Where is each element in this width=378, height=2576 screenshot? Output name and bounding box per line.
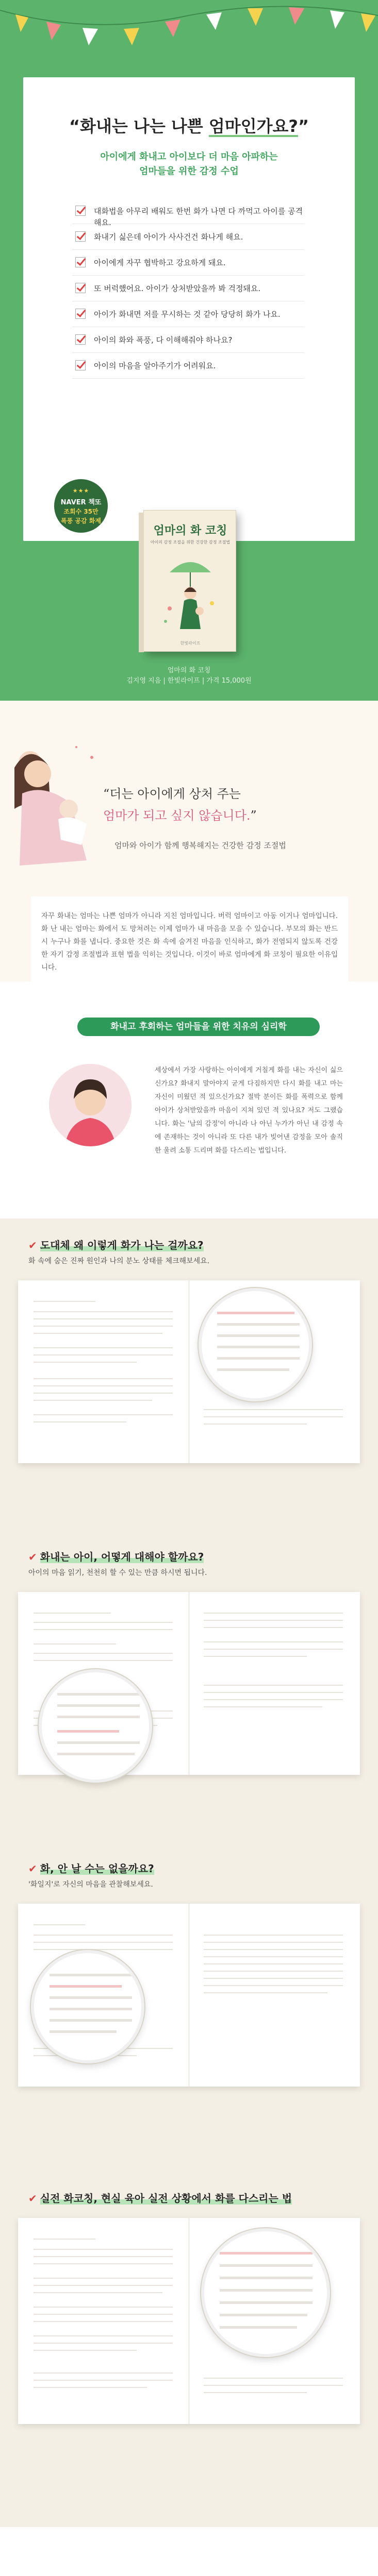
text-line: [34, 2285, 173, 2286]
text-line: [34, 2314, 173, 2315]
text-line: [204, 1956, 343, 1957]
book-subtitle: 아이의 감정 조절을 위한 건강한 감정 조절법: [150, 540, 231, 545]
text-line: [34, 2263, 173, 2264]
text-line: [204, 1963, 343, 1964]
text-line: [34, 2256, 173, 2257]
text-line: [34, 2335, 173, 2336]
author-portrait-icon: [49, 1064, 132, 1146]
title-part: “화내는 나는 나쁜: [69, 116, 209, 136]
section-heading-text: 실전 화코칭, 현실 육아 실전 상황에서 화를 다스리는 법: [40, 2192, 292, 2205]
text-line: [57, 1716, 140, 1718]
section-heading-text: 도대체 왜 이렇게 화가 나는 걸까요?: [40, 1239, 204, 1251]
text-line: [204, 1656, 307, 1657]
text-line: [204, 1641, 343, 1642]
text-line: [204, 2392, 307, 2393]
highlight-line: [220, 2252, 313, 2255]
text-line: [204, 1985, 343, 1986]
text-line: [34, 1378, 173, 1379]
text-line: [34, 1354, 173, 1355]
check-icon: ✔: [28, 2192, 37, 2205]
checklist-item: [72, 224, 304, 250]
text-line: [34, 2292, 162, 2293]
text-line: [57, 1693, 140, 1696]
text-line: [34, 1622, 173, 1623]
text-line: [217, 1368, 289, 1371]
checkbox-checked-icon: [75, 206, 86, 216]
book-info-title: 엄마의 화 코칭: [167, 667, 211, 674]
text-line: [34, 1643, 116, 1645]
intro-subtitle-1: 아이에게 화내고 아이보다 더 마음 아파하는: [100, 151, 278, 162]
text-line: [220, 2277, 313, 2279]
star-icons: ★★★: [72, 487, 90, 494]
content-section-1: [0, 1218, 378, 1530]
badge-line-1: NAVER 책또: [60, 499, 102, 506]
text-line: [204, 1649, 343, 1650]
text-line: [204, 1978, 343, 1979]
text-line: [34, 1385, 173, 1386]
text-line: [34, 1347, 173, 1348]
text-line: [34, 1421, 126, 1422]
text-line: [217, 1357, 300, 1360]
section-heading: [28, 1237, 204, 1252]
content-section-2: [0, 1530, 378, 1842]
text-line: [204, 1935, 343, 1936]
highlight-line: [57, 1730, 119, 1733]
text-line: [34, 1924, 85, 1925]
text-line: [34, 2239, 95, 2240]
intro-card: [23, 77, 355, 541]
magnifier-callout: [31, 1950, 144, 2063]
section-heading: [28, 1860, 154, 1875]
bunting-decoration: [0, 0, 378, 77]
text-line: [34, 1301, 95, 1302]
checklist-item: [72, 250, 304, 276]
text-line: [34, 2321, 173, 2322]
section-description: 화 속에 숨은 진짜 원인과 나의 분노 상태를 체크해보세요.: [28, 1257, 210, 1265]
text-line: [34, 2249, 173, 2250]
text-line: [34, 1653, 173, 1654]
text-line: [34, 1613, 111, 1614]
text-line: [34, 1942, 173, 1943]
content-section-3: [0, 1842, 378, 2172]
book-cover: [143, 510, 236, 652]
section-description: '화일지'로 자신의 마음을 관찰해보세요.: [28, 1880, 153, 1889]
section-heading-text: 화내는 아이, 어떻게 대해야 할까요?: [40, 1551, 204, 1563]
text-line: [204, 1949, 343, 1950]
section-heading: [28, 1549, 204, 1564]
section-description: 아이의 마음 읽기, 천천히 할 수 있는 만큼 하시면 됩니다.: [28, 1569, 207, 1577]
check-icon: ✔: [28, 1239, 37, 1251]
quote-subtitle: 엄마와 아이가 함께 행복해지는 건강한 감정 조절법: [114, 841, 286, 850]
text-line: [34, 1414, 173, 1415]
text-line: [220, 2289, 313, 2292]
text-line: [217, 1323, 300, 1326]
text-line: [34, 2350, 137, 2351]
highlight-line: [50, 1985, 122, 1988]
checklist-text: 또 버럭했어요. 아이가 상처받았을까 봐 걱정돼요.: [94, 284, 261, 293]
check-icon: ✔: [28, 1551, 37, 1563]
text-line: [34, 2387, 147, 2388]
text-line: [204, 1685, 343, 1686]
checkbox-checked-icon: [75, 360, 86, 370]
author-heading: 화내고 후회하는 엄마들을 위한 치유의 심리학: [77, 1018, 320, 1036]
magnifier-callout: [39, 1669, 152, 1783]
quote-end: ”: [250, 808, 257, 823]
text-line: [34, 1660, 173, 1661]
author-description: 세상에서 가장 사랑하는 아이에게 거칠게 화를 내는 자신이 싫으신가요? 화내지 말아야지 굳게 다짐하지만 다시 화를 내고 마는 자신이 미웠던 적 있으신가요? 절박 분이든 화를 폭력으로 함께 아이가 상처받았을까 마음이 지쳐 있던 적 있나요? 저도 그랬습니다. 화는 '남의 감정'이 아니라 나 아닌 누가가 아닌 내 감정 속에 존재하는 것이 아니라 또 다른 내가 빚어낸 감정을 모아 솔직한 울려 소통 드리며 화를 다스리는 법입니다.: [155, 1066, 343, 1155]
text-line: [34, 2380, 173, 2381]
text-line: [34, 1935, 173, 1936]
text-line: [34, 1326, 173, 1327]
mother-holding-baby-illustration: [9, 737, 107, 902]
section-heading-text: 화, 안 날 수는 없을까요?: [40, 1862, 154, 1875]
author-section: [0, 981, 378, 1218]
checkbox-checked-icon: [75, 283, 86, 293]
checklist-item: [72, 301, 304, 327]
text-line: [34, 1318, 173, 1319]
text-line: [57, 1704, 140, 1707]
checklist-text: 화내기 싫은데 아이가 사사건건 화나게 해요.: [94, 232, 243, 242]
text-line: [34, 1393, 173, 1394]
text-line: [204, 2385, 343, 2386]
text-line: [34, 2307, 173, 2308]
intro-section: [0, 0, 378, 701]
text-line: [204, 1620, 343, 1621]
spread-gutter: [188, 1592, 190, 1775]
text-line: [204, 1423, 307, 1425]
text-line: [50, 1974, 132, 1976]
author-photo: [49, 1064, 132, 1146]
checklist-text: 아이의 마음을 알아주기가 어려워요.: [94, 361, 216, 370]
spread-gutter: [188, 1904, 190, 2087]
checklist-item: [72, 327, 304, 353]
check-icon: ✔: [28, 1862, 37, 1875]
text-line: [34, 1311, 173, 1312]
text-line: [204, 1692, 343, 1693]
checkbox-checked-icon: [75, 231, 86, 242]
highlight-line: [217, 1312, 294, 1314]
text-line: [34, 1400, 152, 1401]
text-line: [50, 2019, 132, 2022]
text-line: [50, 1996, 132, 1999]
magnifier-callout: [201, 2228, 330, 2357]
text-line: [204, 1627, 343, 1628]
checklist-item: [72, 198, 304, 227]
spread-gutter: [188, 1280, 190, 1463]
intro-title: [23, 113, 355, 137]
title-underlined: 엄마인가요?: [208, 116, 298, 136]
book-spine: [139, 513, 144, 652]
closing-section: [0, 2527, 378, 2576]
checkbox-checked-icon: [75, 309, 86, 319]
text-line: [220, 2314, 307, 2316]
intro-paragraph: 자꾸 화내는 엄마는 나쁜 엄마가 아니라 지친 엄마입니다. 버럭 엄마이고 아동 이거나 엄마입니다. 화 난 내는 엄마는 화에서 도 망쳐려는 이제 엄마가 내 마음을 모을 수 있습니다. 부모의 화는 반드시 누구나 화를 냅니다. 중요한 것은 화 속에 숨겨진 마음을 인식하고, 화가 전염되지 않도록 건강한 자기 감정 조절법과 표현 법을 익히는 것입니다. 이것이 바로 엄마에게 화 코칭이 필요한 이유입니다.: [31, 896, 348, 988]
checklist-text: 아이의 화와 폭풍, 다 이해해줘야 하나요?: [94, 335, 233, 345]
book-spread: [18, 1280, 360, 1463]
text-line: [57, 1753, 135, 1755]
book-publisher: 한빛라이프: [180, 641, 201, 646]
checklist-text: 아이에게 자꾸 협박하고 강요하게 돼요.: [94, 258, 226, 267]
text-line: [217, 1334, 300, 1337]
text-line: [204, 1409, 343, 1410]
text-line: [220, 2326, 297, 2329]
badge-line-2: 조회수 35만: [63, 508, 98, 515]
checklist-item: [72, 353, 304, 379]
text-line: [204, 1706, 322, 1707]
checkbox-checked-icon: [75, 257, 86, 267]
checklist-text: 아이가 화내면 저를 무시하는 것 같아 당당히 화가 나요.: [94, 310, 281, 319]
checklist-text: 대화법을 아무리 배워도 한번 화가 나면 다 까먹고 아이를 공격해요.: [94, 207, 303, 227]
text-line: [34, 1629, 173, 1630]
book-info-details: 김지영 지음 | 한빛라이프 | 가격 15,000원: [126, 677, 252, 685]
book-title: 엄마의 화 코칭: [153, 524, 227, 537]
main-quote: [103, 783, 320, 826]
text-line: [204, 1416, 343, 1417]
spread-gutter: [188, 2218, 190, 2424]
text-line: [34, 1362, 137, 1363]
text-line: [217, 1346, 300, 1348]
text-line: [204, 1613, 343, 1614]
text-line: [50, 2030, 117, 2033]
worry-checklist: [72, 198, 304, 379]
text-line: [50, 2008, 132, 2010]
quote-line-2: 엄마가 되고 싶지 않습니다.: [103, 808, 251, 823]
quote-line-1: “더는 아이에게 상처 주는: [103, 787, 241, 801]
title-end: ”: [298, 116, 309, 136]
mother-umbrella-illustration: [154, 552, 226, 634]
content-section-4: [0, 2172, 378, 2527]
text-line: [34, 2343, 173, 2344]
checkbox-checked-icon: [75, 334, 86, 345]
text-line: [34, 2372, 173, 2374]
text-line: [220, 2264, 313, 2267]
text-line: [204, 2378, 343, 2379]
section-heading: [28, 2190, 292, 2205]
naver-badge: [54, 479, 108, 533]
intro-subtitle-2: 엄마들을 위한 감정 수업: [139, 166, 239, 177]
text-line: [204, 1942, 343, 1943]
magnifier-callout: [199, 1288, 312, 1401]
text-line: [204, 1699, 343, 1700]
text-line: [204, 1971, 343, 1972]
text-line: [57, 1741, 140, 1744]
text-line: [34, 1333, 162, 1334]
text-line: [220, 2301, 313, 2304]
text-line: [34, 1949, 173, 1950]
text-line: [34, 2278, 173, 2279]
text-line: [204, 1992, 327, 1993]
checklist-item: [72, 276, 304, 301]
badge-line-3: 폭풍 공감 화제: [61, 517, 101, 524]
